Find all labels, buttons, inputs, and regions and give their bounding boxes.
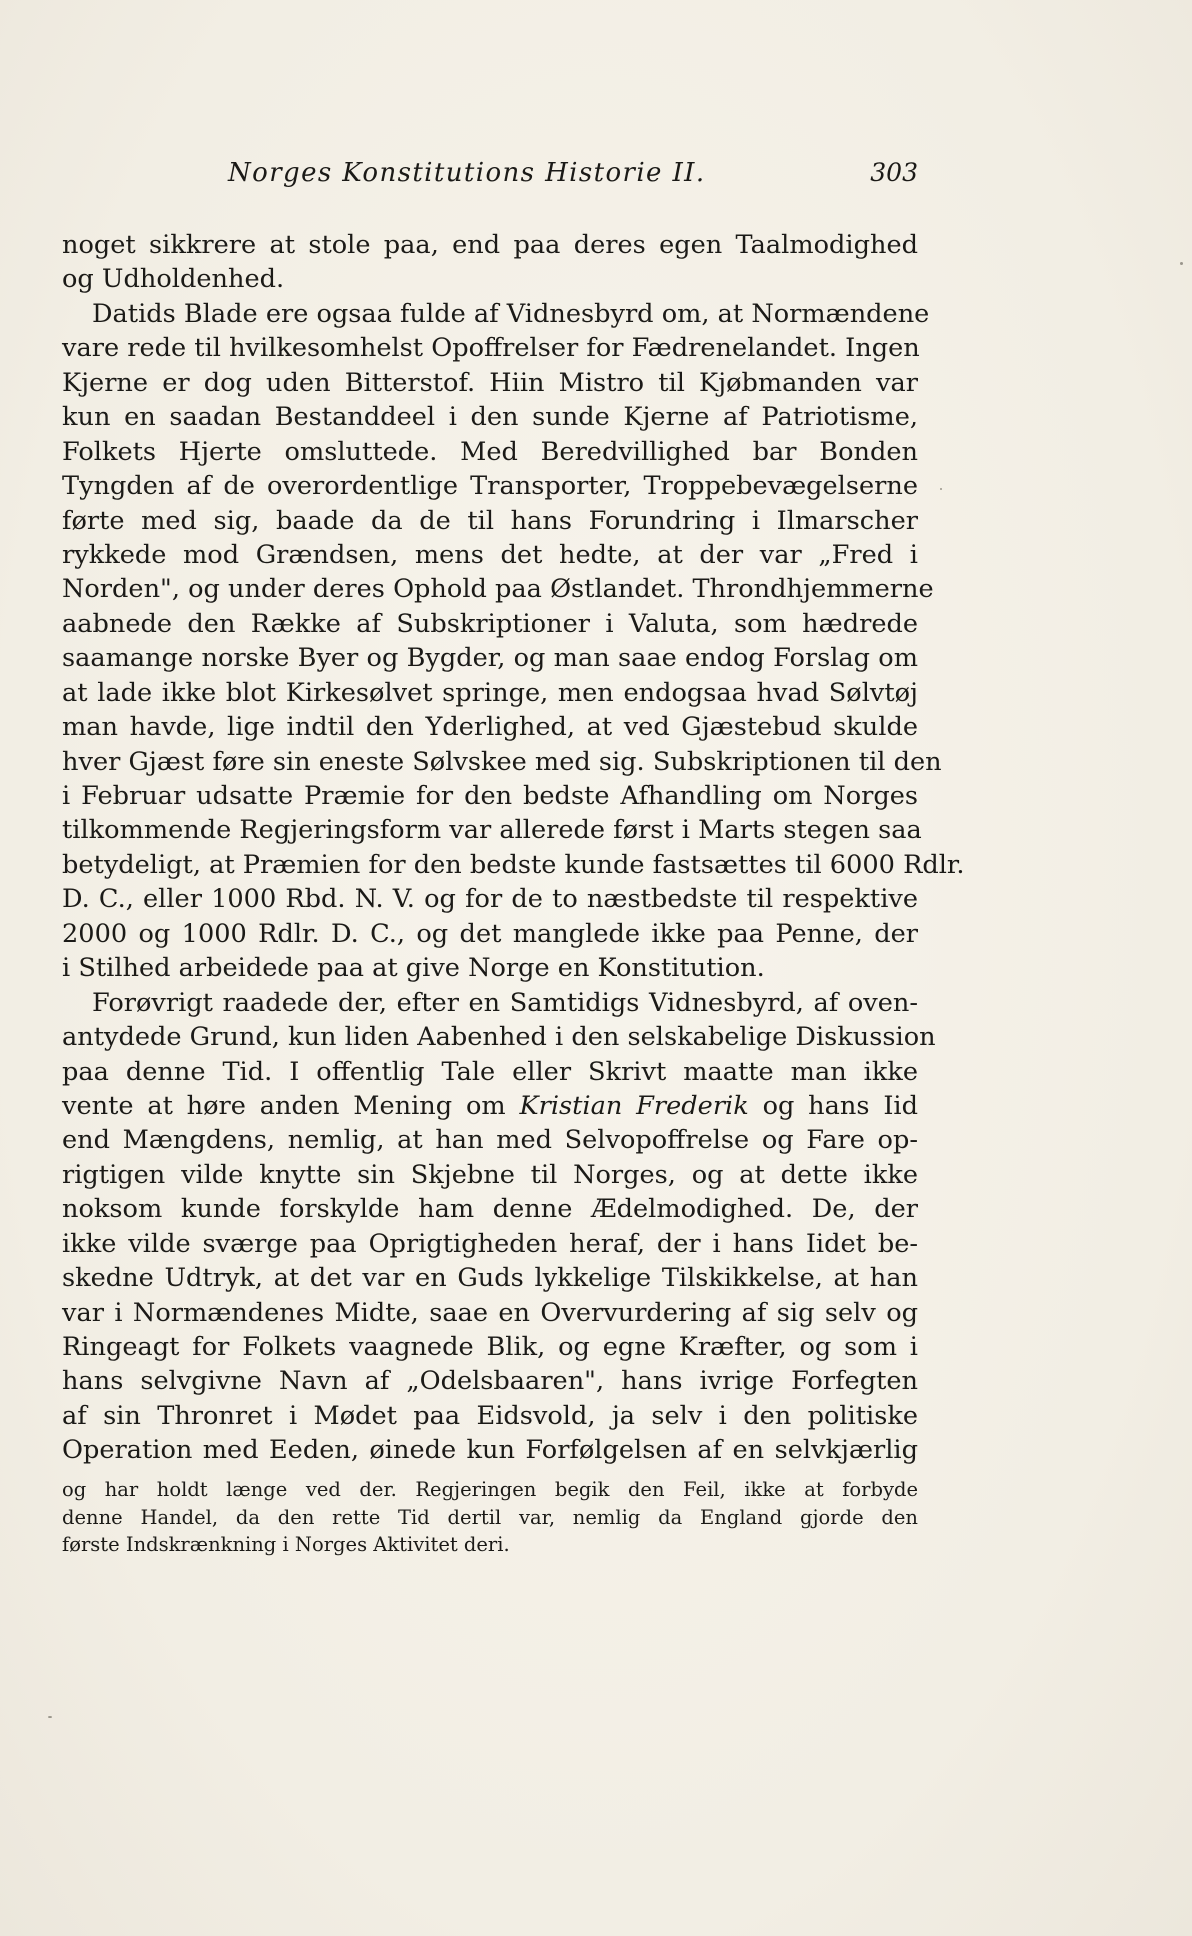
text-line: i Stilhed arbeidede paa at give Norge en Konstitution. bbox=[62, 953, 765, 984]
text-line: Tyngden af de overordentlige Transporter, Troppebevægelserne bbox=[62, 471, 918, 502]
text-line: Operation med Eeden, øinede kun Forfølgelsen af en selvkjærlig bbox=[62, 1435, 918, 1466]
text-line: og Udholdenhed. bbox=[62, 264, 285, 295]
text-line: Norden", og under deres Ophold paa Østlandet. Throndhjemmerne bbox=[62, 574, 934, 605]
text-line: betydeligt, at Præmien for den bedste kunde fastsættes til 6000 Rdlr. bbox=[62, 849, 965, 880]
text-line: skedne Udtryk, at det var en Guds lykkelige Tilskikkelse, at han bbox=[62, 1263, 918, 1294]
italic-name: Kristian Frederik bbox=[519, 1090, 749, 1121]
text-line: Datids Blade ere ogsaa fulde af Vidnesbyrd om, at Normændene bbox=[92, 298, 930, 329]
text-line: kun en saadan Bestanddeel i den sunde Kjerne af Patriotisme, bbox=[62, 402, 918, 433]
text-line: tilkommende Regjeringsform var allerede først i Marts stegen saa bbox=[62, 815, 922, 846]
paper-speck bbox=[1180, 262, 1183, 265]
page-number: 303 bbox=[870, 158, 918, 187]
running-header bbox=[228, 158, 918, 198]
text-line: Ringeagt for Folkets vaagnede Blik, og egne Kræfter, og som i bbox=[62, 1332, 918, 1362]
text-line: saamange norske Byer og Bygder, og man saae endog Forslag om bbox=[62, 643, 918, 674]
paper-speck bbox=[48, 1716, 52, 1718]
text-line: var i Normændenes Midte, saae en Overvurdering af sig selv og bbox=[62, 1297, 918, 1328]
text-line: Folkets Hjerte omsluttede. Med Beredvillighed bar Bonden bbox=[62, 436, 918, 467]
text-line: hans selvgivne Navn af „Odelsbaaren", hans ivrige Forfegten bbox=[62, 1366, 918, 1397]
text-line: vare rede til hvilkesomhelst Opoffrelser for Fædrenelandet. Ingen bbox=[62, 333, 920, 364]
text-segment: vente at høre anden Mening om bbox=[62, 1090, 520, 1121]
footnote-line: denne Handel, da den rette Tid dertil var, nemlig da England gjorde den bbox=[62, 1505, 918, 1529]
text-line: af sin Thronret i Mødet paa Eidsvold, ja selv i den politiske bbox=[62, 1400, 918, 1431]
paper-speck bbox=[940, 488, 942, 490]
text-line: noget sikkrere at stole paa, end paa deres egen Taalmodighed bbox=[62, 230, 918, 260]
text-line: rykkede mod Grændsen, mens det hedte, at der var „Fred i bbox=[62, 539, 918, 570]
footnote-line: første Indskrænkning i Norges Aktivitet deri. bbox=[62, 1533, 510, 1556]
text-line: ikke vilde sværge paa Oprigtigheden heraf, der i hans Iidet be- bbox=[62, 1228, 918, 1259]
text-line: aabnede den Række af Subskriptioner i Valuta, som hædrede bbox=[62, 608, 918, 639]
text-line: D. C., eller 1000 Rbd. N. V. og for de to næstbedste til respektive bbox=[62, 884, 918, 915]
running-title: Norges Konstitutions Historie II. bbox=[228, 158, 706, 188]
text-line: hver Gjæst føre sin eneste Sølvskee med sig. Subskriptionen til den bbox=[62, 746, 942, 777]
text-line: noksom kunde forskylde ham denne Ædelmodighed. De, der bbox=[62, 1194, 918, 1225]
text-line: i Februar udsatte Præmie for den bedste Afhandling om Norges bbox=[62, 781, 918, 811]
footnote-line: og har holdt længe ved der. Regjeringen begik den Feil, ikke at forbyde bbox=[62, 1478, 918, 1501]
text-line: antydede Grund, kun liden Aabenhed i den selskabelige Diskussion bbox=[62, 1022, 936, 1053]
text-segment: og hans Iid bbox=[748, 1090, 918, 1121]
footnote bbox=[62, 1476, 918, 1559]
text-line: Forøvrigt raadede der, efter en Samtidigs Vidnesbyrd, af oven- bbox=[92, 987, 918, 1018]
text-line: Kjerne er dog uden Bitterstof. Hiin Mistro til Kjøbmanden var bbox=[62, 367, 918, 398]
text-line: man havde, lige indtil den Yderlighed, at ved Gjæstebud skulde bbox=[62, 712, 918, 743]
text-line: paa denne Tid. I offentlig Tale eller Skrivt maatte man ikke bbox=[62, 1056, 918, 1087]
text-line: at lade ikke blot Kirkesølvet springe, men endogsaa hvad Sølvtøj bbox=[62, 677, 918, 708]
body-text bbox=[62, 228, 965, 1468]
text-line: rigtigen vilde knytte sin Skjebne til Norges, og at dette ikke bbox=[62, 1159, 918, 1190]
text-line: førte med sig, baade da de til hans Forundring i Ilmarscher bbox=[62, 505, 918, 536]
text-line bbox=[62, 1089, 918, 1123]
text-line: 2000 og 1000 Rdlr. D. C., og det manglede ikke paa Penne, der bbox=[62, 918, 918, 949]
text-line: end Mængdens, nemlig, at han med Selvopoffrelse og Fare op- bbox=[62, 1125, 918, 1156]
